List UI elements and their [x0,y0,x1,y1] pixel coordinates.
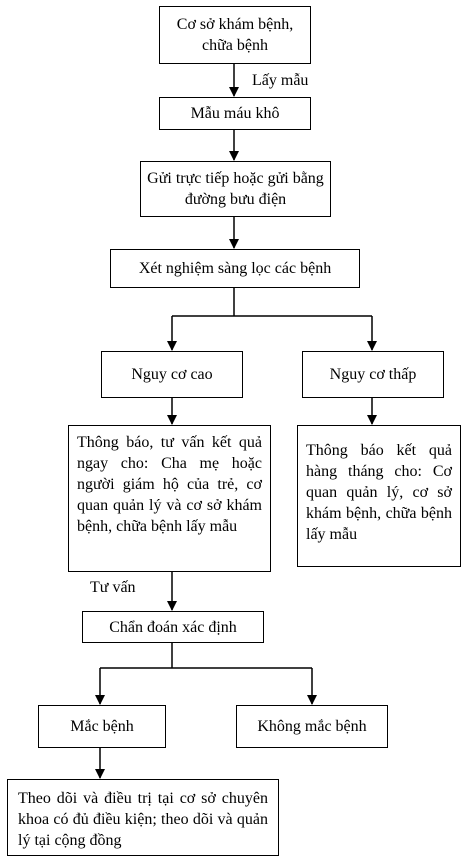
node-followup-text: Theo dõi và điều trị tại cơ sở chuyên khoa có đủ điều kiện; theo dõi và quản lý tại cộng đồng [18,790,268,849]
node-dried-blood-text: Mẫu máu khô [190,105,280,122]
node-screening-text: Xét nghiệm sàng lọc các bệnh [138,260,332,277]
node-confirm-text: Chẩn đoán xác định [109,618,237,636]
node-send [140,161,331,217]
node-send-text: Gửi trực tiếp hoặc gửi bằng đường bưu điện [147,170,324,208]
node-high-risk [101,351,243,398]
node-followup [7,779,279,856]
node-positive [38,705,166,748]
edge-label-sampling: Lấy mẫu [252,72,309,89]
node-low-risk [302,351,444,398]
node-dried-blood [159,97,311,130]
node-clinic-text: Cơ sở khám bệnh, chữa bệnh [176,16,294,54]
edge-label-counseling: Tư vấn [90,579,136,596]
node-notify-monthly [297,425,461,567]
node-notify-immediate [68,425,271,572]
node-clinic [159,6,311,64]
node-positive-text: Mắc bệnh [70,718,134,735]
node-confirm [82,611,264,643]
node-screening [110,249,360,288]
node-low-risk-text: Nguy cơ thấp [329,366,417,383]
node-notify-immediate-text: Thông báo, tư vấn kết quả ngay cho: Cha mẹ hoặc người giám hộ của trẻ, cơ quan quản lý và cơ sở khám bệnh, chữa bệnh lấy mẫu [77,434,262,535]
node-negative-text: Không mắc bệnh [257,718,367,735]
node-high-risk-text: Nguy cơ cao [131,366,213,383]
node-negative [236,705,388,748]
node-notify-monthly-text: Thông báo kết quả hàng tháng cho: Cơ quan quản lý, cơ sở khám bệnh, chữa bệnh lấy mẫu [306,442,452,543]
